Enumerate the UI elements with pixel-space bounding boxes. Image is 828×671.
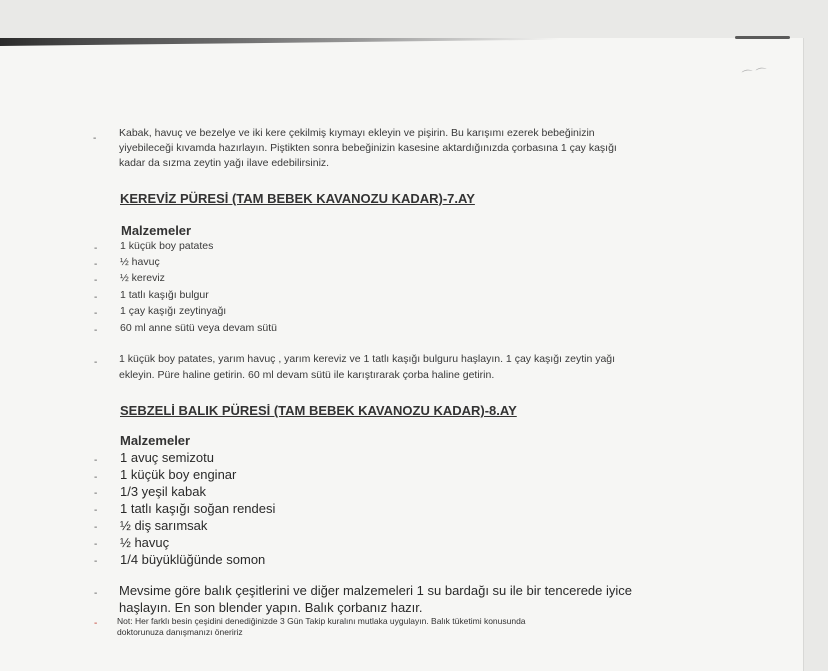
recipe1-ingredient-2: ½ havuç	[120, 256, 160, 268]
recipe2-bullet: -	[94, 488, 98, 499]
intro-line-3: kadar da sızma zeytin yağı ilave edebilirsiniz.	[119, 157, 330, 169]
recipe2-bullet: -	[94, 455, 98, 466]
recipe1-bullet: -	[94, 243, 98, 254]
recipe1-instructions-line-1: 1 küçük boy patates, yarım havuç , yarım kereviz ve 1 tatlı kaşığı bulguru haşlayın. 1 çay kaşığı zeytin yağı	[119, 353, 616, 365]
recipe1-bullet: -	[94, 275, 98, 286]
recipe2-ingredient-5: ½ diş sarımsak	[120, 518, 208, 533]
recipe2-bullet: -	[94, 539, 98, 550]
recipe2-bullet: -	[94, 522, 98, 533]
recipe1-ingredient-3: ½ kereviz	[120, 272, 165, 284]
note-bullet: -	[94, 618, 98, 629]
recipe2-ingredient-1: 1 avuç semizotu	[120, 450, 214, 465]
recipe1-title: KEREVİZ PÜRESİ (TAM BEBEK KAVANOZU KADAR)-7.AY	[120, 191, 475, 206]
recipe2-instructions-line-1: Mevsime göre balık çeşitlerini ve diğer malzemeleri 1 su bardağı su ile bir tencerede iyice	[119, 583, 633, 598]
recipe1-ingredient-1: 1 küçük boy patates	[120, 240, 214, 252]
note-line-1: Not: Her farklı besin çeşidini denediğinizde 3 Gün Takip kuralını mutlaka uygulayın. Balık tüketimi konusunda	[117, 616, 526, 626]
scan-shadow-edge-right	[735, 36, 790, 39]
recipe1-bullet: -	[94, 325, 98, 336]
recipe2-ingredient-3: 1/3 yeşil kabak	[120, 484, 206, 499]
recipe1-bullet: -	[94, 259, 98, 270]
intro-bullet: -	[93, 133, 97, 144]
recipe2-ingredients-heading: Malzemeler	[120, 433, 191, 448]
intro-line-1: Kabak, havuç ve bezelye ve iki kere çekilmiş kıymayı ekleyin ve pişirin. Bu karışımı ezerek bebeğinizin	[119, 127, 595, 139]
recipe2-ingredient-4: 1 tatlı kaşığı soğan rendesi	[120, 501, 276, 516]
recipe2-bullet: -	[94, 472, 98, 483]
recipe2-ingredient-2: 1 küçük boy enginar	[120, 467, 237, 482]
recipe2-instructions-line-2: haşlayın. En son blender yapın. Balık çorbanız hazır.	[119, 600, 423, 615]
recipe1-instructions-bullet: -	[94, 357, 98, 368]
note-line-2: doktorunuza danışmanızı öneririz	[117, 627, 243, 637]
recipe1-bullet: -	[94, 308, 98, 319]
recipe1-ingredient-4: 1 tatlı kaşığı bulgur	[120, 289, 209, 301]
recipe2-instructions-bullet: -	[94, 588, 98, 599]
scan-mark: ⌒ ⌒	[741, 67, 768, 83]
intro-line-2: yiyebileceği kıvamda hazırlayın. Piştikten sonra bebeğinizin kasesine aktardığınızda çorbasına 1 çay kaşığı	[119, 142, 617, 154]
recipe1-ingredient-6: 60 ml anne sütü veya devam sütü	[120, 322, 278, 334]
recipe2-bullet: -	[94, 505, 98, 516]
recipe2-ingredient-7: 1/4 büyüklüğünde somon	[120, 552, 266, 567]
recipe1-bullet: -	[94, 292, 98, 303]
recipe1-ingredient-5: 1 çay kaşığı zeytinyağı	[120, 305, 227, 317]
recipe2-title: SEBZELİ BALIK PÜRESİ (TAM BEBEK KAVANOZU KADAR)-8.AY	[120, 403, 517, 418]
recipe2-ingredient-6: ½ havuç	[120, 535, 170, 550]
recipe1-instructions-line-2: ekleyin. Püre haline getirin. 60 ml devam sütü ile karıştırarak çorba haline getirin.	[119, 369, 495, 381]
recipe1-ingredients-heading: Malzemeler	[121, 223, 192, 238]
recipe2-bullet: -	[94, 556, 98, 567]
